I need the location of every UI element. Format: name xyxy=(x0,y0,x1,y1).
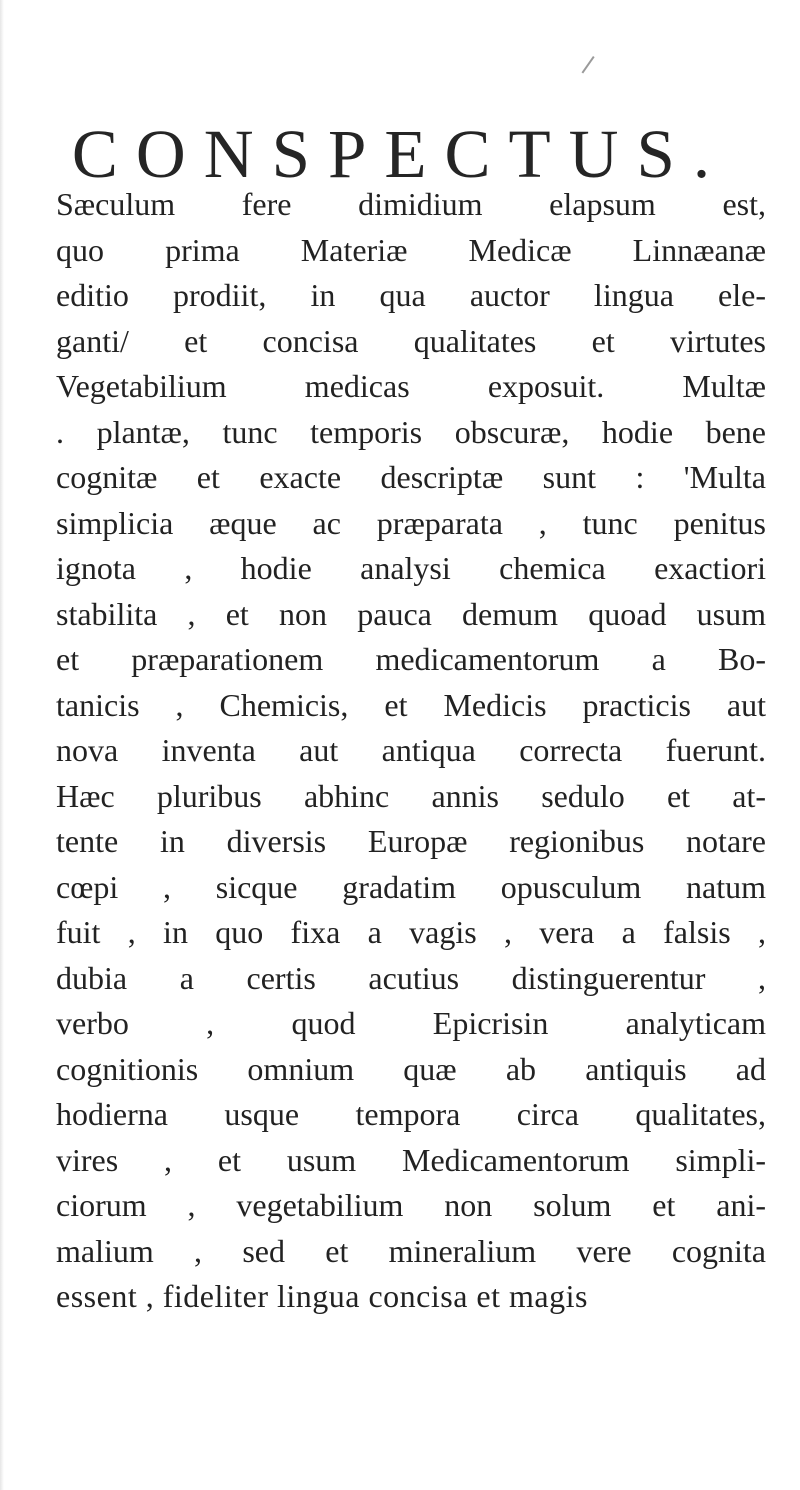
text-line: hodierna usque tempora circa qualitates, xyxy=(56,1096,766,1132)
page-title: CONSPECTUS. xyxy=(71,116,729,193)
body-paragraph xyxy=(56,182,766,1320)
text-line: essent , fideliter lingua concisa et magis xyxy=(56,1278,588,1314)
text-line: simplicia æque ac præparata , tunc penitus xyxy=(56,504,766,541)
text-line: quo prima Materiæ Medicæ Linnæanæ xyxy=(56,231,766,268)
text-line: dubia a certis acutius distinguerentur , xyxy=(56,959,766,996)
text-line: Sæculum fere dimidium elapsum est, xyxy=(56,186,766,222)
text-line: . plantæ, tunc temporis obscuræ, hodie bene xyxy=(56,413,766,450)
text-line: vires , et usum Medicamentorum simpli- xyxy=(56,1141,766,1178)
text-line: nova inventa aut antiqua correcta fuerunt. xyxy=(56,732,766,768)
text-line: fuit , in quo fixa a vagis , vera a falsis , xyxy=(56,914,766,950)
text-line: et præparationem medicamentorum a Bo- xyxy=(56,641,766,677)
text-line: stabilita , et non pauca demum quoad usum xyxy=(56,595,766,632)
text-line: cœpi , sicque gradatim opusculum natum xyxy=(56,868,766,905)
text-line: cognitæ et exacte descriptæ sunt : 'Multa xyxy=(56,459,766,495)
text-line: Hæc pluribus abhinc annis sedulo et at- xyxy=(56,777,766,814)
ink-mark xyxy=(582,56,595,74)
text-line: ignota , hodie analysi chemica exactiori xyxy=(56,550,766,586)
text-line: tanicis , Chemicis, et Medicis practicis aut xyxy=(56,686,766,723)
page-edge xyxy=(0,0,4,1490)
text-line: Vegetabilium medicas exposuit. Multæ xyxy=(56,368,766,404)
text-line: cognitionis omnium quæ ab antiquis ad xyxy=(56,1050,766,1087)
text-line: editio prodiit, in qua auctor lingua ele- xyxy=(56,277,766,313)
text-line: tente in diversis Europæ regionibus notare xyxy=(56,823,766,859)
text-line: ganti/ et concisa qualitates et virtutes xyxy=(56,322,766,359)
text-line: malium , sed et mineralium vere cognita xyxy=(56,1232,766,1269)
text-line: ciorum , vegetabilium non solum et ani- xyxy=(56,1187,766,1223)
text-line: verbo , quod Epicrisin analyticam xyxy=(56,1005,766,1041)
